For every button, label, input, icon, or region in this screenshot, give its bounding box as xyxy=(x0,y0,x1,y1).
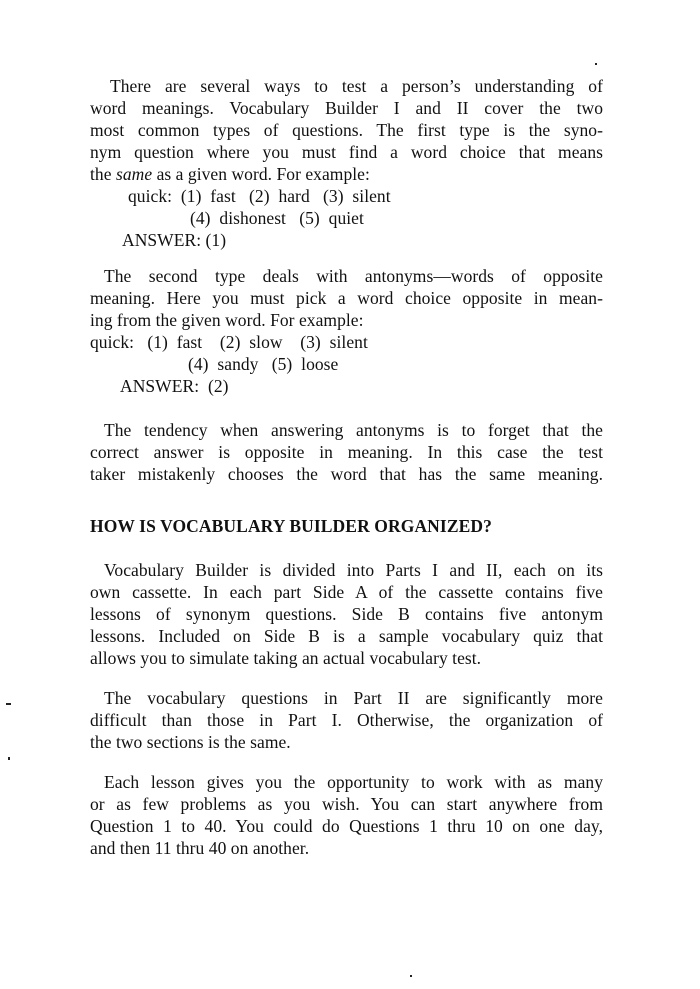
paragraph-1-line-5-post: as a given word. For example: xyxy=(152,164,370,184)
paragraph-2-line-3: ing from the given word. For example: xyxy=(90,310,364,330)
paragraph-1-line-1: There are several ways to test a person’s understanding of xyxy=(110,76,603,96)
paragraph-5-line-2: difficult than those in Part I. Otherwise, the organization of xyxy=(90,710,603,730)
paragraph-4-line-5: allows you to simulate taking an actual vocabulary test. xyxy=(90,648,482,668)
scan-speck xyxy=(410,975,412,977)
section-heading: HOW IS VOCABULARY BUILDER ORGANIZED? xyxy=(90,516,492,536)
scan-speck xyxy=(6,703,11,705)
example-2-answer: ANSWER: (2) xyxy=(120,376,229,396)
paragraph-6-line-4: and then 11 thru 40 on another. xyxy=(90,838,310,858)
paragraph-6-line-1: Each lesson gives you the opportunity to work with as many xyxy=(104,772,603,792)
example-2-line-1: quick: (1) fast (2) slow (3) silent xyxy=(90,332,368,352)
paragraph-4-line-2: own cassette. In each part Side A of the cassette contains five xyxy=(90,582,603,602)
paragraph-3-line-1: The tendency when answering antonyms is to forget that the xyxy=(104,420,603,440)
paragraph-4-line-1: Vocabulary Builder is divided into Parts I and II, each on its xyxy=(104,560,603,580)
example-2-line-2: (4) sandy (5) loose xyxy=(188,354,339,374)
example-1-answer: ANSWER: (1) xyxy=(122,230,227,250)
paragraph-1-line-5-pre: the xyxy=(90,164,116,184)
paragraph-1-line-4: nym question where you must find a word choice that means xyxy=(90,142,603,162)
paragraph-3-line-2: correct answer is opposite in meaning. In this case the test xyxy=(90,442,603,462)
paragraph-1-line-2: word meanings. Vocabulary Builder I and II cover the two xyxy=(90,98,603,118)
paragraph-2-line-2: meaning. Here you must pick a word choice opposite in mean- xyxy=(90,288,603,308)
paragraph-3-line-3: taker mistakenly chooses the word that has the same meaning. xyxy=(90,464,603,484)
example-1-line-2: (4) dishonest (5) quiet xyxy=(190,208,364,228)
paragraph-1-line-3: most common types of questions. The first type is the syno- xyxy=(90,120,603,140)
paragraph-1-line-5 xyxy=(90,164,370,185)
paragraph-5-line-3: the two sections is the same. xyxy=(90,732,291,752)
paragraph-2-line-1: The second type deals with antonyms—words of opposite xyxy=(104,266,603,286)
paragraph-6-line-3: Question 1 to 40. You could do Questions 1 thru 10 on one day, xyxy=(90,816,603,836)
paragraph-6-line-2: or as few problems as you wish. You can start anywhere from xyxy=(90,794,603,814)
scan-speck xyxy=(8,757,10,760)
paragraph-4-line-3: lessons of synonym questions. Side B contains five antonym xyxy=(90,604,603,624)
scan-speck xyxy=(595,63,597,65)
emphasis-same: same xyxy=(115,164,153,184)
example-1-line-1: quick: (1) fast (2) hard (3) silent xyxy=(128,186,391,206)
paragraph-4-line-4: lessons. Included on Side B is a sample vocabulary quiz that xyxy=(90,626,603,646)
paragraph-5-line-1: The vocabulary questions in Part II are significantly more xyxy=(104,688,603,708)
